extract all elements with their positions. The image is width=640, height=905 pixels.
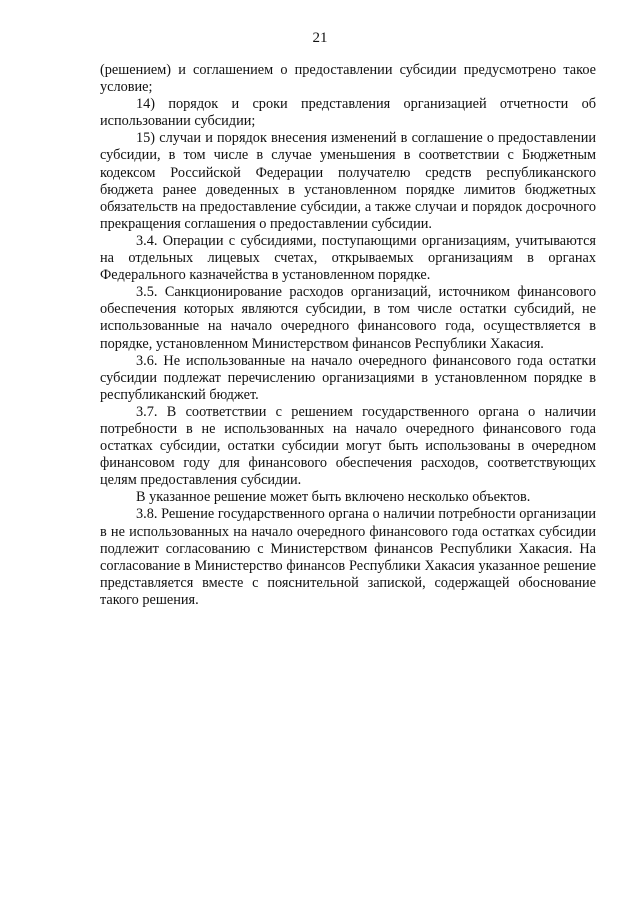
document-body	[100, 62, 596, 609]
paragraph-3-8: 3.8. Решение государственного органа о наличии потребности организации в не использованных на начало очередного финансового года остатках субсидии подлежит согласованию с Министерством финансов Республики Хакасия. На согласование в Министерство финансов Республики Хакасия указанное решение представляется вместе с пояснительной запиской, содержащей обоснование такого решения.	[100, 506, 596, 608]
paragraph-3-5: 3.5. Санкционирование расходов организаций, источником финансового обеспечения которых являются субсидии, в том числе остатки субсидий, не использованные на начало очередного финансового года, осуществляется в порядке, установленном Министерством финансов Республики Хакасия.	[100, 284, 596, 352]
paragraph-3-6: 3.6. Не использованные на начало очередного финансового года остатки субсидии подлежат перечислению организациями в установленном порядке в республиканский бюджет.	[100, 352, 596, 403]
page-number: 21	[312, 30, 328, 46]
paragraph-3-4: 3.4. Операции с субсидиями, поступающими организациям, учитываются на отдельных лицевых счетах, открываемых организациям в органах Федерального казначейства в установленном порядке.	[100, 232, 596, 284]
paragraph-objects-note: В указанное решение может быть включено несколько объектов.	[136, 489, 531, 506]
paragraph-item-15: 15) случаи и порядок внесения изменений в соглашение о предоставлении субсидии, в том числе в случае уменьшения в соответствии с Бюджетным кодексом Российской Федерации получателю средств республиканского бюджета ранее доведенных в установленном порядке лимитов бюджетных обязательств на предоставление субсидии, а также случаи и порядок досрочного прекращения соглашения о предоставлении субсидии.	[100, 130, 596, 232]
paragraph-3-7: 3.7. В соответствии с решением государственного органа о наличии потребности в не использованных на начало очередного финансового года остатках субсидии, остатки субсидии могут быть использованы в очередном финансовом году для финансового обеспечения расходов, соответствующих целям предоставления субсидии.	[100, 403, 596, 489]
paragraph-item-14: 14) порядок и сроки представления организацией отчетности об использовании субсидии;	[100, 96, 596, 130]
paragraph-continuation: (решением) и соглашением о предоставлении субсидии предусмотрено такое условие;	[100, 62, 596, 96]
